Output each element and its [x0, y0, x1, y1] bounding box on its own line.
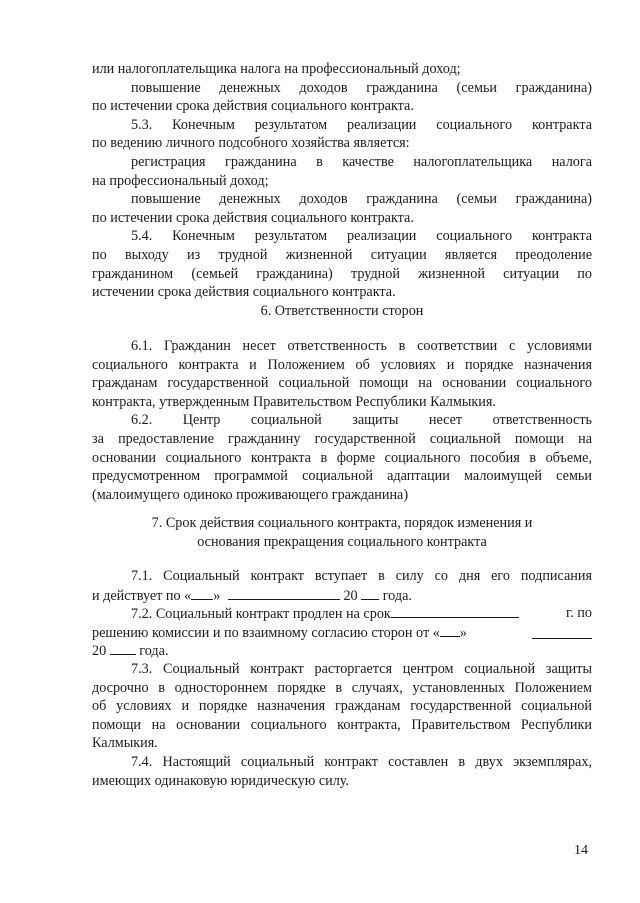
paragraph-5-4-line: 5.4. Конечным результатом реализации социального контракта	[131, 228, 592, 245]
term-blank-field	[391, 604, 519, 618]
paragraph-5-3-line: на профессиональный доход;	[92, 172, 269, 189]
paragraph-7-2-line	[92, 641, 592, 660]
text-fragment: 20	[343, 587, 358, 604]
year-blank-field	[361, 586, 379, 600]
paragraph-6-1-line: социального контракта и Положением об условиях и порядке назначения	[92, 356, 592, 373]
paragraph-6-1-line: контракта, утвержденным Правительством Республики Калмыкия.	[92, 393, 496, 410]
section-heading: 7. Срок действия социального контракта, порядок изменения и	[151, 515, 533, 531]
text-line: повышение денежных доходов гражданина (семьи гражданина)	[131, 79, 592, 96]
text-fragment: 20	[92, 643, 107, 660]
day-blank-field	[191, 586, 213, 600]
paragraph-7-3-line: об условиях и порядке назначения гражданам государственной социальной	[92, 698, 592, 715]
section-5-continuation	[92, 60, 592, 302]
text-fragment: года.	[139, 643, 169, 660]
text-fragment: »	[213, 587, 221, 604]
paragraph-7-1-line: 7.1. Социальный контракт вступает в силу со дня его подписания	[131, 568, 592, 584]
text-fragment: решению комиссии и по взаимному согласию сторон от «	[92, 624, 440, 641]
paragraph-6-1-line: 6.1. Гражданин несет ответственность в соответствии с условиями	[131, 338, 592, 354]
section-6-body	[92, 337, 592, 504]
paragraph-7-3-line: досрочно в одностороннем порядке в случаях, установленных Положением	[92, 679, 592, 696]
paragraph-7-3-line: помощи на основании социального контракта, Правительством Республики	[92, 716, 592, 733]
paragraph-7-4-line: 7.4. Настоящий социальный контракт составлен в двух экземплярах,	[131, 753, 592, 770]
section-heading: основания прекращения социального контракта	[197, 533, 487, 550]
paragraph-5-4-line: истечении срока действия социального контракта.	[92, 284, 396, 301]
paragraph-6-2-line: (малоимущего одиноко проживающего гражданина)	[92, 486, 409, 503]
paragraph-6-2-line: 6.2. Центр социальной защиты несет ответственность	[131, 412, 592, 429]
text-fragment: 7.2. Социальный контракт продлен на срок	[131, 606, 391, 623]
paragraph-7-4-line: имеющих одинаковую юридическую силу.	[92, 772, 350, 789]
day-blank-field	[440, 623, 460, 637]
text-line: по истечении срока действия социального контракта.	[92, 98, 414, 115]
paragraph-5-3-line: по истечении срока действия социального контракта.	[92, 209, 414, 226]
paragraph-5-3-line: по ведению личного подсобного хозяйства является:	[92, 135, 410, 152]
section-heading: 6. Ответственности сторон	[260, 303, 424, 319]
paragraph-6-1-line: гражданам государственной социальной помощи на основании социального	[92, 375, 592, 392]
text-fragment: »	[459, 624, 467, 641]
year-blank-field	[110, 641, 136, 655]
month-blank-field	[532, 625, 592, 639]
month-blank-field	[228, 586, 340, 600]
section-6-heading-block	[92, 302, 592, 321]
paragraph-6-2-line: предусмотренном программой социальной адаптации малоимущей семьи	[92, 468, 592, 485]
page-number: 14	[574, 843, 588, 858]
paragraph-7-2-line	[92, 623, 592, 642]
section-7-heading-block	[92, 514, 592, 551]
text-line: или налогоплательщика налога на профессиональный доход;	[92, 61, 461, 77]
text-fragment: г. по	[566, 605, 592, 622]
paragraph-7-3-line: Калмыкия.	[92, 735, 158, 752]
text-fragment: и действует по «	[92, 587, 192, 604]
text-fragment: года.	[382, 587, 412, 604]
paragraph-5-3-line: 5.3. Конечным результатом реализации социального контракта	[131, 116, 592, 133]
paragraph-5-4-line: гражданином (семьей гражданина) трудной жизненной ситуации по	[92, 265, 592, 282]
paragraph-5-3-line: повышение денежных доходов гражданина (семьи гражданина)	[131, 191, 592, 208]
paragraph-7-3-line: 7.3. Социальный контракт расторгается центром социальной защиты	[131, 660, 592, 677]
paragraph-6-2-line: за предоставление гражданину государственной социальной помощи на	[92, 430, 592, 447]
paragraph-7-2-line	[92, 604, 592, 623]
section-7-body	[92, 567, 592, 790]
paragraph-5-3-line: регистрация гражданина в качестве налогоплательщика налога	[131, 153, 592, 170]
paragraph-6-2-line: основании социального контракта в форме социального пособия в объеме,	[92, 449, 592, 466]
paragraph-7-1-line	[92, 586, 592, 605]
paragraph-5-4-line: по выходу из трудной жизненной ситуации является преодоление	[92, 246, 592, 263]
